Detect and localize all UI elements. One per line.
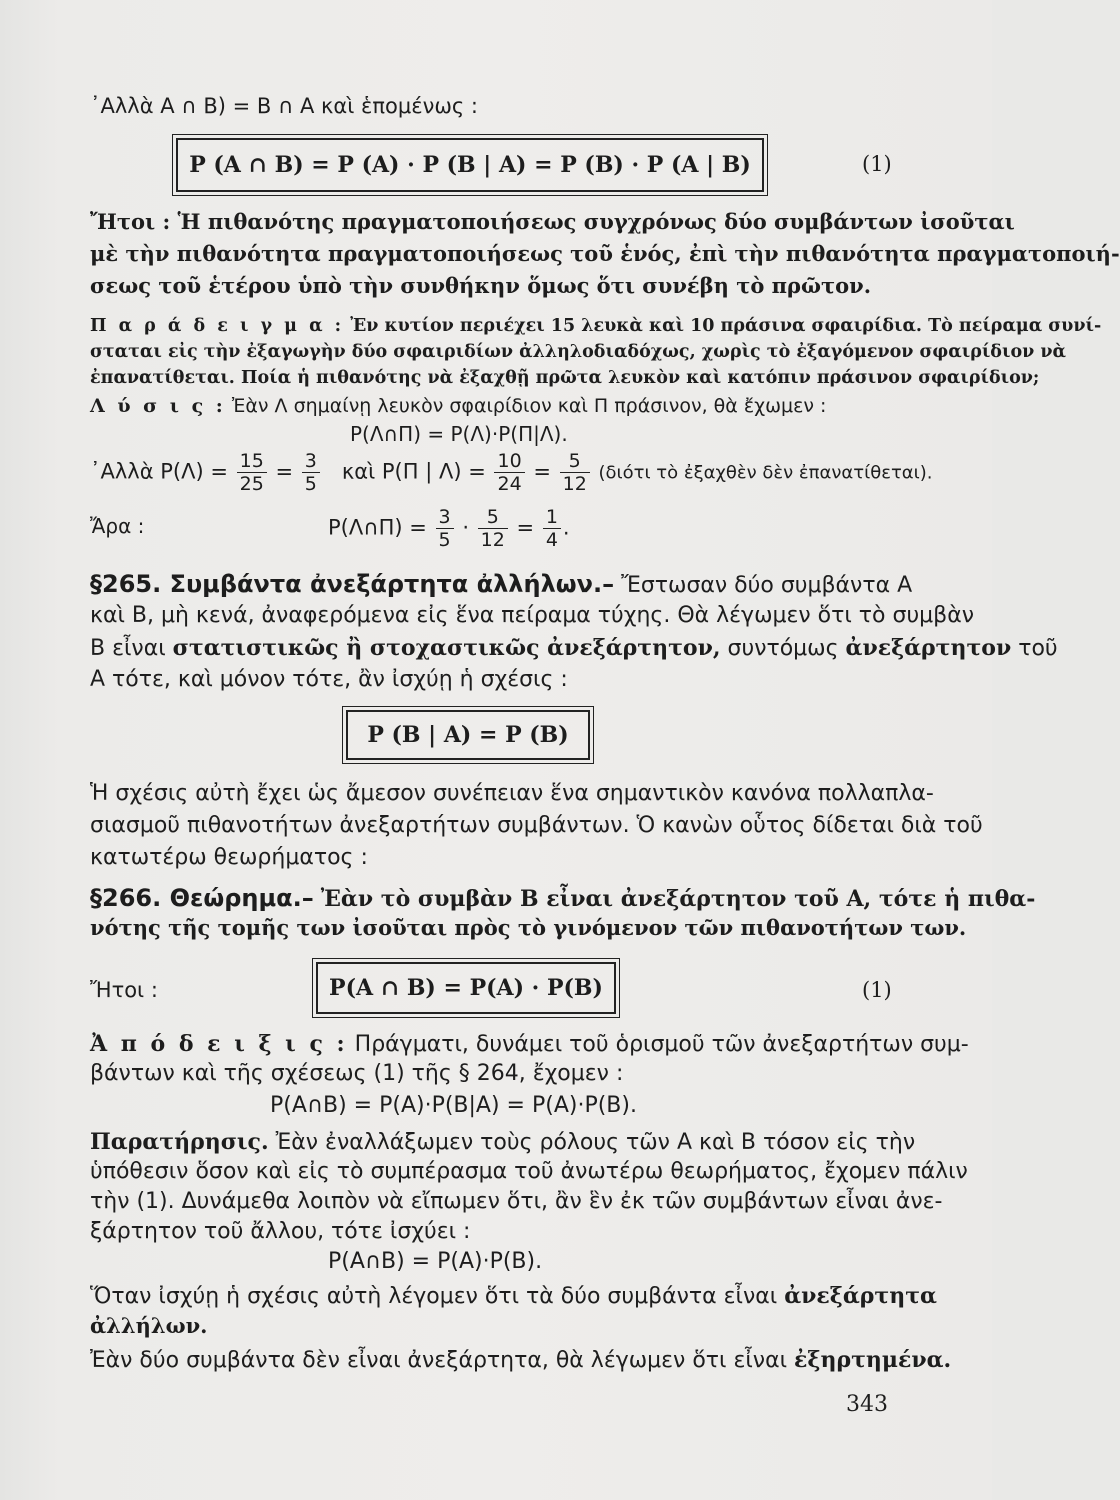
ara-label: Ἄρα : [90, 514, 145, 538]
proof-equation: P(A∩B) = P(A)·P(B|A) = P(A)·P(B). [270, 1093, 637, 1118]
solution-text: Ἐὰν Λ σημαίνῃ λευκὸν σφαιρίδιον καὶ Π πράσινον, θὰ ἔχωμεν : [231, 395, 827, 417]
proof-line-2: βάντων καὶ τῆς σχέσεως (1) τῆς § 264, ἔχομεν : [90, 1061, 624, 1086]
probability-line: ᾿Αλλὰ P(Λ) = $\frac{15}{25}$ = $\frac{3}{5}$ καὶ P(Π | Λ) = $\frac{10}{24}$ = $\frac{5}{12}$ (διότι τὸ ἐξαχθὲν δὲν ἐπανατίθεται). [90, 450, 933, 495]
remark-equation: P(A∩B) = P(A)·P(B). [328, 1249, 543, 1274]
solution-title: Λ ύ σ ι ς : [90, 395, 226, 417]
ara-lhs: P(Λ∩Π) = [328, 515, 427, 540]
eta-line-1: Ἤτοι : Ἡ πιθανότης πραγματοποιήσεως συγχρόνως δύο συμβάντων ἰσοῦται [90, 209, 1015, 234]
eta-label-2: Ἤτοι : [90, 978, 158, 1002]
section-266-line-2: νότης τῆς τομῆς των ἰσοῦται πρὸς τὸ γινόμενον τῶν πιθανοτήτων των. [90, 915, 967, 940]
section-265-after-2: σιασμοῦ πιθανοτήτων ἀνεξαρτήτων συμβάντων. Ὁ κανὼν οὗτος δίδεται διὰ τοῦ [90, 813, 983, 838]
final-line-2: ἀλλήλων. [90, 1313, 208, 1338]
remark-line-2: ὑπόθεσιν ὅσον καὶ εἰς τὸ συμπέρασμα τοῦ ἀνωτέρω θεωρήματος, ἔχομεν πάλιν [90, 1159, 968, 1184]
section-265-line-3a: Β εἶναι [90, 636, 166, 661]
page-number: 343 [846, 1392, 888, 1417]
fraction-15-25: $\frac{15}{25}$ [237, 450, 267, 495]
section-265-line-3c: συντόμως [727, 636, 839, 661]
final-line-1-bold: ἀνεξάρτητα [784, 1283, 937, 1309]
but-label: ᾿Αλλὰ P(Λ) = [90, 459, 228, 484]
ara-equation: P(Λ∩Π) = $\frac{3}{5}$ · $\frac{5}{12}$ = $\frac{1}{4}$ . [328, 506, 570, 551]
formula-number-1: (1) [862, 152, 892, 176]
final-line-1: Ὅταν ἰσχύῃ ἡ σχέσις αὐτὴ λέγομεν ὅτι τὰ δύο συμβάντα εἶναι [90, 1284, 778, 1309]
and-label: καὶ P(Π | Λ) = [341, 459, 486, 484]
remark-line-1: Ἐὰν ἐναλλάξωμεν τοὺς ρόλους τῶν Α καὶ Β τόσον εἰς τὴν [275, 1130, 916, 1155]
fraction-10-24: $\frac{10}{24}$ [494, 450, 524, 495]
final-line-3: Ἐὰν δύο συμβάντα δὲν εἶναι ἀνεξάρτητα, θὰ λέγωμεν ὅτι εἶναι [90, 1348, 788, 1373]
proof-line-1: Πράγματι, δυνάμει τοῦ ὁρισμοῦ τῶν ἀνεξαρτήτων συμ- [354, 1032, 969, 1057]
section-266-line-1: Ἐὰν τὸ συμβὰν Β εἶναι ἀνεξάρτητον τοῦ Α, τότε ἡ πιθα- [320, 886, 1036, 912]
formula-box-3: P(A ∩ B) = P(A) · P(B) [316, 962, 616, 1014]
final-line-3-bold: ἐξηρτημένα. [794, 1347, 952, 1373]
example-title: Π α ρ ά δ ε ι γ μ α : [90, 316, 345, 336]
eta-line-3: σεως τοῦ ἑτέρου ὑπὸ τὴν συνθήκην ὅμως ὅτι συνέβη τὸ πρῶτον. [90, 273, 871, 298]
example-line-3: ἐπανατίθεται. Ποία ἡ πιθανότης νὰ ἐξαχθῇ πρῶτα λευκὸν καὶ κατόπιν πράσινον σφαιρίδιον; [90, 368, 1040, 388]
section-266-title: §266. Θεώρημα.– [90, 884, 314, 912]
reason-text: (διότι τὸ ἐξαχθὲν δὲν ἐπανατίθεται). [598, 462, 933, 484]
solution-equation: P(Λ∩Π) = P(Λ)·P(Π|Λ). [350, 422, 568, 446]
section-265-line-3e: τοῦ [1018, 636, 1058, 661]
eta-line-2: μὲ τὴν πιθανότητα πραγματοποιήσεως τοῦ ἑνός, ἐπὶ τὴν πιθανότητα πραγματοποιή- [90, 241, 1120, 266]
formula-box-1: P (A ∩ B) = P (A) · P (B | A) = P (B) · P (A | B) [176, 138, 764, 192]
intro-line: ᾿Αλλὰ Α ∩ Β) = Β ∩ Α καὶ ἑπομένως : [90, 94, 478, 118]
example-line-1: Ἐν κυτίον περιέχει 15 λευκὰ καὶ 10 πράσινα σφαιρίδια. Τὸ πείραμα συνί- [350, 316, 1102, 336]
remark-line-3: τὴν (1). Δυνάμεθα λοιπὸν νὰ εἴπωμεν ὅτι, ἂν ἓν ἐκ τῶν συμβάντων εἶναι ἀνε- [90, 1189, 943, 1214]
section-265-line-2: καὶ Β, μὴ κενά, ἀναφερόμενα εἰς ἕνα πείραμα τύχης. Θὰ λέγωμεν ὅτι τὸ συμβὰν [90, 603, 975, 628]
fraction-1-4: $\frac{1}{4}$ [543, 506, 561, 551]
proof-title: Ἀ π ό δ ε ι ξ ι ς : [90, 1031, 348, 1057]
remark-line-4: ξάρτητον τοῦ ἄλλου, τότε ἰσχύει : [90, 1219, 471, 1244]
fraction-5-12b: $\frac{5}{12}$ [478, 506, 508, 551]
formula-number-3: (1) [862, 978, 892, 1002]
example-line-2: σταται εἰς τὴν ἐξαγωγὴν δύο σφαιριδίων ἀλληλοδιαδόχως, χωρὶς τὸ ἐξαγόμενον σφαιρίδιον νὰ [90, 342, 1066, 362]
section-265-line-3b: στατιστικῶς ἢ στοχαστικῶς ἀνεξάρτητον, [172, 635, 721, 661]
formula-box-2: P (B | A) = P (B) [346, 710, 590, 760]
section-265-after-1: Ἡ σχέσις αὐτὴ ἔχει ὡς ἄμεσον συνέπειαν ἕνα σημαντικὸν κανόνα πολλαπλα- [90, 781, 934, 806]
section-265-line-3d: ἀνεξάρτητον [845, 635, 1012, 661]
fraction-3-5b: $\frac{3}{5}$ [436, 506, 454, 551]
section-265-title: §265. Συμβάντα ἀνεξάρτητα ἀλλήλων.– [90, 570, 615, 598]
section-265-line-4: Α τότε, καὶ μόνον τότε, ἂν ἰσχύῃ ἡ σχέσις : [90, 667, 568, 692]
remark-title: Παρατήρησις. [90, 1129, 269, 1155]
section-265-line-1: Ἔστωσαν δύο συμβάντα Α [621, 573, 913, 598]
fraction-3-5: $\frac{3}{5}$ [302, 450, 320, 495]
fraction-5-12: $\frac{5}{12}$ [560, 450, 590, 495]
section-265-after-3: κατωτέρω θεωρήματος : [90, 845, 368, 870]
